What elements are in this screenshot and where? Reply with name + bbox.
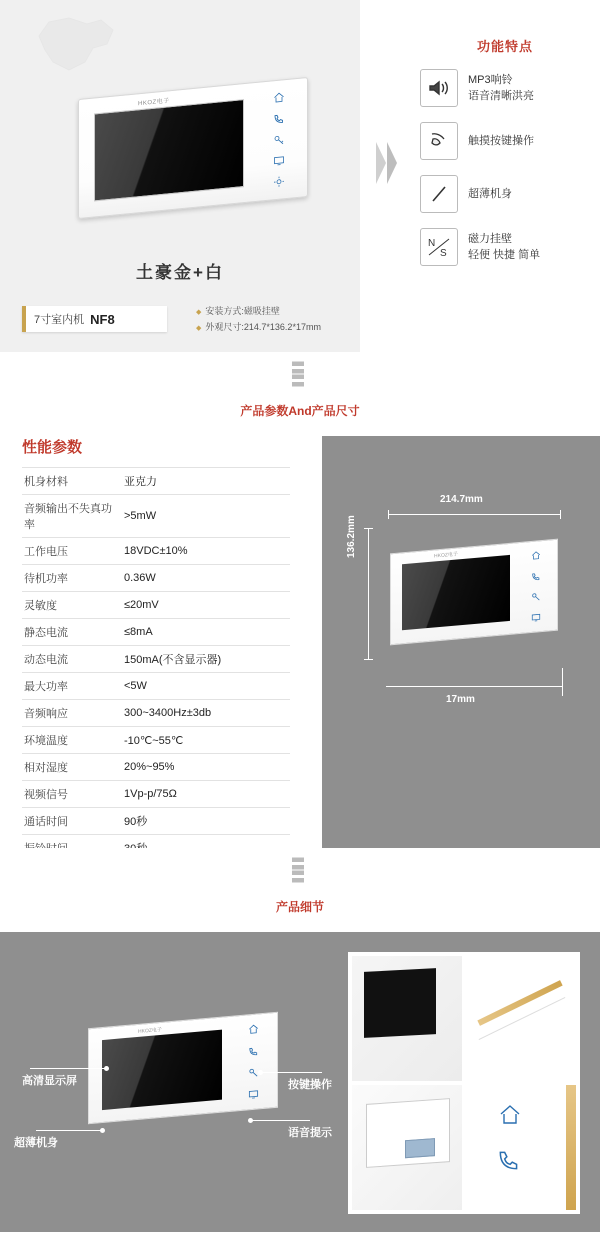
dim-height-line <box>368 528 369 660</box>
dimension-diagram <box>322 436 600 848</box>
key-icon <box>531 591 541 602</box>
dim-depth-label: 17mm <box>446 694 475 705</box>
gallery-image-back-plate <box>352 1085 462 1210</box>
param-key: 静态电流 <box>24 627 68 639</box>
param-value: 18VDC±10% <box>124 545 188 557</box>
settings-icon <box>273 175 285 188</box>
divider-details-title: 产品细节 <box>275 900 324 914</box>
connector-shape <box>405 1138 435 1158</box>
param-key: 视频信号 <box>24 789 68 801</box>
feature-row-2 <box>420 175 590 213</box>
back-plate-shape <box>366 1098 450 1168</box>
param-key: 待机功率 <box>24 573 68 585</box>
key-icon <box>273 133 285 146</box>
param-value: 0.36W <box>124 572 156 584</box>
table-row <box>22 538 290 565</box>
divider-params <box>0 352 600 436</box>
dim-device-brand: HKOZ电子 <box>434 551 458 560</box>
home-icon <box>248 1023 259 1035</box>
feature-line2-3: 轻便 快捷 简单 <box>468 249 541 261</box>
magnet-ns-glyph <box>425 235 453 259</box>
divider-details <box>0 848 600 932</box>
param-key: 灵敏度 <box>24 600 57 612</box>
param-value: ≤20mV <box>124 599 159 611</box>
param-value: >5mW <box>124 510 157 522</box>
phone-icon <box>496 1147 522 1173</box>
magnet-ns-icon <box>420 228 458 266</box>
parameters-title: 性能参数 <box>22 439 83 456</box>
feature-line1-3: 磁力挂壁 <box>468 233 512 245</box>
dim-device-screen <box>402 555 510 630</box>
table-row <box>22 646 290 673</box>
detail-device-keys <box>240 1023 266 1101</box>
model-badge <box>22 306 167 332</box>
monitor-icon <box>248 1088 259 1100</box>
double-arrow-icon <box>372 140 398 186</box>
chevron-down-icon-2: 〓 <box>290 373 310 390</box>
device-touch-keys <box>264 90 294 189</box>
param-key: 音频输出不失真功率 <box>24 503 112 531</box>
feature-row-0 <box>420 69 590 107</box>
dim-depth-tick <box>562 668 563 696</box>
speaker-icon <box>420 69 458 107</box>
feature-line1-1: 触摸按键操作 <box>468 135 534 147</box>
feature-line2-0: 语音清晰洪亮 <box>468 90 534 102</box>
key-icon <box>248 1067 259 1079</box>
param-value: 150mA(不含显示器) <box>124 654 222 666</box>
phone-icon <box>531 571 541 582</box>
dim-width-tick-left <box>388 510 389 519</box>
param-value: -10℃~55℃ <box>124 734 184 747</box>
gold-side-strip <box>566 1085 576 1210</box>
table-row <box>22 495 290 538</box>
callout-line-voice <box>252 1120 310 1121</box>
callout-dot-display <box>104 1066 109 1071</box>
svg-text:N: N <box>428 238 436 249</box>
phone-icon <box>248 1045 259 1057</box>
model-code-label: NF8 <box>90 311 115 327</box>
device-brand-label: HKOZ电子 <box>138 98 170 108</box>
dim-width-label: 214.7mm <box>440 494 483 505</box>
table-row <box>22 592 290 619</box>
dim-depth-line <box>386 686 562 687</box>
home-icon <box>498 1103 522 1127</box>
callout-line-slim <box>36 1130 102 1131</box>
table-row <box>22 565 290 592</box>
feature-text-3 <box>468 231 540 263</box>
param-value: 亚克力 <box>124 476 157 488</box>
features-title: 功能特点 <box>476 39 533 54</box>
hero-spec-item-0: ◆ 安装方式:磁吸挂壁 <box>196 304 321 320</box>
param-key: 动态电流 <box>24 654 68 666</box>
callout-dot-keys <box>258 1070 263 1075</box>
dim-height-tick-top <box>364 528 373 529</box>
hero-section <box>0 0 600 352</box>
phone-icon <box>273 112 285 125</box>
param-value: 300~3400Hz±3db <box>124 707 212 719</box>
feature-row-1 <box>420 122 590 160</box>
callout-keys: 按键操作 <box>288 1079 332 1091</box>
gallery-image-touch-keys <box>466 1085 576 1210</box>
features-list <box>420 36 590 281</box>
gallery-image-gold-edge <box>466 956 576 1081</box>
slim-line-icon <box>420 175 458 213</box>
callout-line-keys <box>262 1072 322 1073</box>
table-row <box>22 781 290 808</box>
feature-text-0 <box>468 72 534 104</box>
param-key: 音频响应 <box>24 708 68 720</box>
color-variant-label: 土豪金+白 <box>136 263 224 282</box>
chevron-down-icon-4: 〓 <box>290 869 310 886</box>
table-row <box>22 727 290 754</box>
table-row <box>22 468 290 495</box>
detail-device-image <box>88 1012 278 1151</box>
table-row <box>22 619 290 646</box>
detail-device-screen <box>102 1030 222 1110</box>
table-row <box>22 673 290 700</box>
detail-gallery <box>348 952 580 1214</box>
svg-text:S: S <box>440 248 447 259</box>
hero-spec-item-1: ◆ 外观尺寸:214.7*136.2*17mm <box>196 320 321 336</box>
callout-voice: 语音提示 <box>288 1127 332 1139</box>
callout-dot-slim <box>100 1128 105 1133</box>
home-icon <box>531 550 541 561</box>
dimension-device-image <box>390 539 558 672</box>
feature-text-1 <box>468 133 534 149</box>
feature-text-2 <box>468 186 512 202</box>
gallery-image-screen-closeup <box>352 956 462 1081</box>
divider-params-title: 产品参数And产品尺寸 <box>240 404 360 418</box>
touch-hand-icon <box>420 122 458 160</box>
param-value: <5W <box>124 680 147 692</box>
param-value: 90秒 <box>124 816 148 828</box>
home-icon <box>273 91 285 104</box>
dim-height-tick-bottom <box>364 659 373 660</box>
dim-device-keys <box>524 550 548 624</box>
param-key: 通话时间 <box>24 816 68 828</box>
callout-slim-body: 超薄机身 <box>14 1137 58 1149</box>
param-value: 1Vp-p/75Ω <box>124 788 177 800</box>
map-outline-icon <box>35 14 120 74</box>
details-section <box>0 932 600 1232</box>
callout-dot-voice <box>248 1118 253 1123</box>
dim-width-tick-right <box>560 510 561 519</box>
chevron-down-icon: 〓 <box>290 360 310 377</box>
feature-line1-0: MP3响铃 <box>468 74 513 86</box>
table-row <box>22 808 290 835</box>
hero-spec-list <box>196 304 321 336</box>
param-key: 工作电压 <box>24 546 68 558</box>
callout-display: 高清显示屏 <box>22 1075 77 1087</box>
monitor-icon <box>531 612 541 623</box>
param-value: ≤8mA <box>124 626 153 638</box>
callout-line-display <box>30 1068 106 1069</box>
feature-line1-2: 超薄机身 <box>468 188 512 200</box>
param-key: 相对湿度 <box>24 762 68 774</box>
dim-height-label: 136.2mm <box>346 515 357 558</box>
table-row <box>22 754 290 781</box>
param-key: 最大功率 <box>24 681 68 693</box>
parameters-section <box>0 436 600 848</box>
screen-panel-shape <box>364 968 436 1038</box>
monitor-icon <box>273 154 285 167</box>
param-key: 环境温度 <box>24 735 68 747</box>
param-key: 机身材料 <box>24 476 68 488</box>
product-device-image <box>78 77 308 249</box>
model-size-label: 7寸室内机 <box>34 314 85 326</box>
device-screen <box>94 99 244 201</box>
table-row <box>22 700 290 727</box>
feature-row-3 <box>420 228 590 266</box>
detail-device-brand: HKOZ电子 <box>138 1026 162 1035</box>
param-value: 20%~95% <box>124 761 175 773</box>
chevron-down-icon-3: 〓 <box>290 856 310 873</box>
dim-width-line <box>388 514 560 515</box>
